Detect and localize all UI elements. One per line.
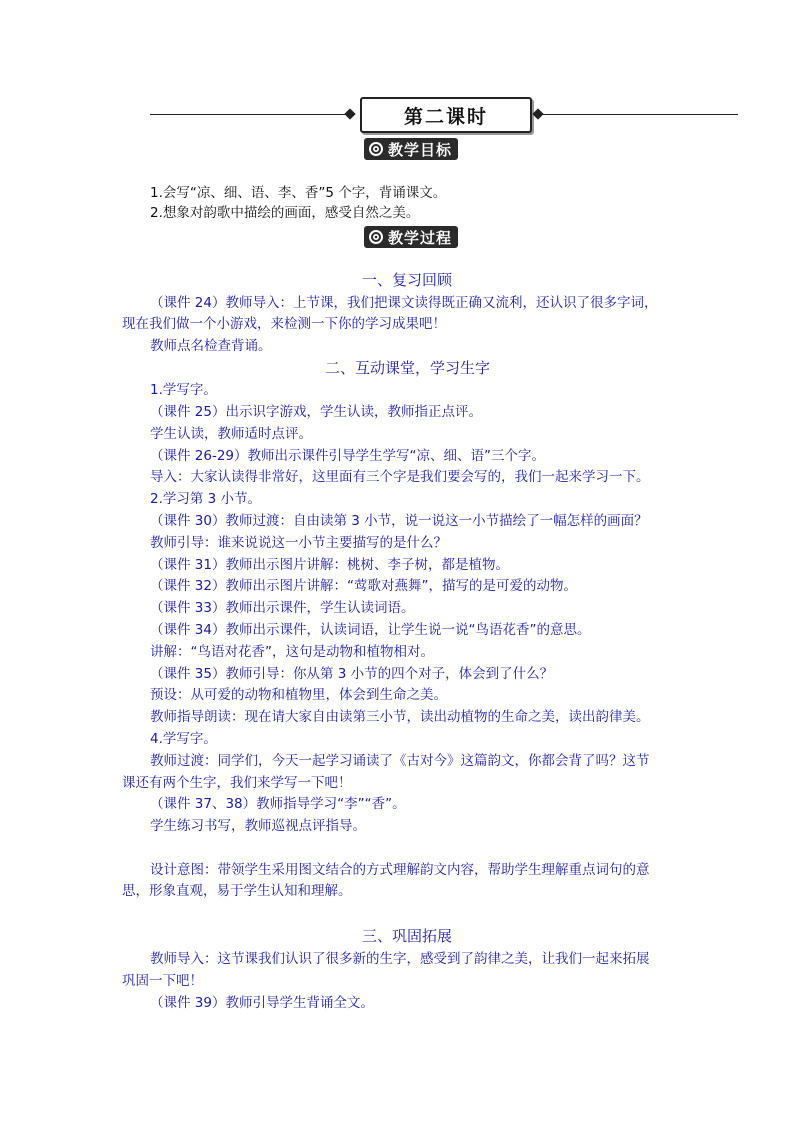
title-rule-right [540, 114, 738, 115]
paragraph-line: （课件 33）教师出示课件，学生认读词语。 [150, 600, 415, 616]
badge-label: 教学目标 [388, 140, 453, 159]
paragraph-line: 学生练习书写，教师巡视点评指导。 [150, 818, 366, 834]
paragraph-line: 教师引导：谁来说说这一小节主要描写的是什么？ [150, 535, 447, 551]
badge-teaching-process [364, 226, 458, 248]
section-heading-classroom: 二、互动课堂，学习生字 [325, 359, 491, 377]
section-heading-review: 一、复习回顾 [362, 271, 453, 289]
paragraph-line: （课件 35）教师引导：你从第 3 小节的四个对子，体会到了什么？ [150, 666, 554, 682]
badge-label: 教学过程 [388, 228, 453, 247]
paragraph-line: （课件 34）教师出示课件，认读词语，让学生说一说“鸟语花香”的意思。 [150, 622, 591, 638]
paragraph-line: 预设：从可爱的动物和植物里，体会到生命之美。 [150, 687, 447, 703]
paragraph-line: 课还有两个生字，我们来学写一下吧！ [122, 775, 352, 791]
goal-1: 1.会写“凉、细、语、李、香”5 个字，背诵课文。 [150, 185, 447, 201]
paragraph-line: 教师导入：这节课我们认识了很多新的生字，感受到了韵律之美，让我们一起来拓展 [150, 951, 650, 967]
paragraph-line: 巩固一下吧！ [122, 973, 203, 989]
lesson-title: 第二课时 [360, 97, 532, 133]
paragraph-line: （课件 31）教师出示图片讲解：桃树、李子树，都是植物。 [150, 557, 509, 573]
paragraph-line: 导入：大家认读得非常好，这里面有三个字是我们要会写的，我们一起来学习一下。 [150, 469, 650, 485]
target-icon [368, 141, 384, 157]
paragraph-line: 学生认读，教师适时点评。 [150, 426, 312, 442]
paragraph-line: （课件 26-29）教师出示课件引导学生学写“凉、细、语”三个字。 [150, 448, 546, 464]
paragraph-line: 讲解：“鸟语对花香”，这句是动物和植物相对。 [150, 644, 434, 660]
paragraph-line: 4.学写字。 [150, 731, 217, 747]
paragraph-line: 2.学习第 3 小节。 [150, 491, 262, 507]
paragraph-line: （课件 30）教师过渡：自由读第 3 小节，说一说这一小节描绘了一幅怎样的画面？ [150, 513, 648, 529]
design-intent-line: 思，形象直观，易于学生认知和理解。 [122, 883, 352, 899]
title-rule-left [150, 114, 355, 115]
badge-teaching-goals [364, 138, 458, 160]
paragraph-line: 现在我们做一个小游戏，来检测一下你的学习成果吧！ [122, 316, 446, 332]
paragraph-line: （课件 24）教师导入：上节课，我们把课文读得既正确又流利，还认识了很多字词， [150, 295, 658, 311]
target-icon [368, 229, 384, 245]
title-diamond-left [344, 108, 355, 119]
paragraph-line: （课件 25）出示识字游戏，学生认读，教师指正点评。 [150, 404, 482, 420]
paragraph-line: 1.学写字。 [150, 382, 217, 398]
paragraph-line: （课件 39）教师引导学生背诵全文。 [150, 995, 374, 1011]
paragraph-line: （课件 37、38）教师指导学习“李”“香”。 [150, 796, 406, 812]
paragraph-line: 教师点名检查背诵。 [150, 338, 272, 354]
goal-2: 2.想象对韵歌中描绘的画面，感受自然之美。 [150, 205, 420, 221]
design-intent-line: 设计意图：带领学生采用图文结合的方式理解韵文内容，帮助学生理解重点词句的意 [150, 862, 650, 878]
paragraph-line: 教师过渡：同学们，今天一起学习诵读了《古对今》这篇韵文，你都会背了吗？这节 [150, 753, 650, 769]
paragraph-line: （课件 32）教师出示图片讲解：“莺歌对燕舞”，描写的是可爱的动物。 [150, 578, 577, 594]
paragraph-line: 教师指导朗读：现在请大家自由读第三小节，读出动植物的生命之美，读出韵律美。 [150, 709, 650, 725]
section-heading-consolidate: 三、巩固拓展 [362, 927, 453, 945]
